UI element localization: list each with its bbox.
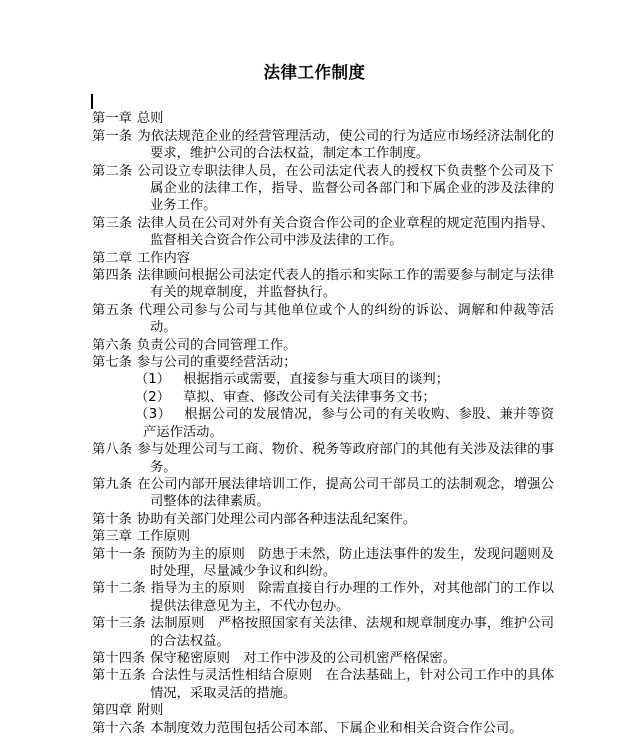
- article-number: 第六条: [92, 337, 132, 353]
- article-paragraph: [92, 511, 554, 528]
- article-number: 第十条: [92, 511, 132, 527]
- sub-item-text: 根据指示或需要，直接参与重大项目的谈判；: [183, 372, 449, 388]
- document-body[interactable]: [92, 93, 554, 737]
- article-text: 法制原则 严格按照国家有关法律、法规和规章制度办事，维护公司的合法权益。: [150, 616, 555, 649]
- article-text: 协助有关部门处理公司内部各种违法乱纪案件。: [136, 511, 417, 527]
- sub-item-text: 草拟、审查、修改公司有关法律事务文书；: [183, 389, 436, 405]
- article-number: 第十一条: [92, 546, 146, 562]
- article-paragraph: [92, 580, 554, 615]
- article-number: 第十四条: [92, 650, 146, 666]
- article-paragraph: [92, 667, 554, 702]
- article-text: 本制度效力范围包括公司本部、下属企业和相关合资合作公司。: [150, 720, 523, 736]
- chapter-number: 第一章: [92, 111, 132, 127]
- article-paragraph: [92, 163, 554, 215]
- sub-item-number: （1）: [135, 372, 171, 388]
- sub-item-number: （2）: [135, 389, 171, 405]
- article-text: 法律人员在公司对外有关合资合作公司的企业章程的规定范围内指导、监督相关合资合作公司中涉及法律的工作。: [137, 215, 555, 249]
- article-text: 法律顾问根据公司法定代表人的指示和实际工作的需要参与制定与法律有关的规章制度，并监督执行。: [137, 268, 555, 301]
- article-paragraph: [92, 720, 554, 737]
- article-number: 第十三条: [92, 616, 146, 632]
- article-number: 第二条: [92, 163, 133, 179]
- article-text: 指导为主的原则 除需直接自行办理的工作外，对其他部门的工作以提供法律意见为主，不代办包办。: [150, 581, 555, 614]
- article-text: 参与处理公司与工商、物价、税务等政府部门的其他有关涉及法律的事务。: [137, 442, 555, 475]
- article-paragraph: [92, 337, 554, 354]
- chapter-title: 工作原则: [136, 529, 191, 545]
- chapter-number: 第四章: [92, 703, 132, 719]
- sub-item-text: 根据公司的发展情况，参与公司的有关收购、参股、兼并等资产运作活动。: [143, 407, 555, 440]
- sub-item: [135, 389, 554, 406]
- article-text: 合法性与灵活性相结合原则 在合法基础上，针对公司工作中的具体情况，采取灵活的措施。: [150, 668, 555, 701]
- article-paragraph: [92, 302, 554, 337]
- chapter-number: 第二章: [92, 250, 132, 266]
- sub-item: [135, 406, 554, 441]
- text-cursor: [91, 94, 93, 109]
- article-paragraph: [92, 650, 554, 667]
- chapter-title: 工作内容: [136, 250, 191, 266]
- article-text: 参与公司的重要经营活动；: [136, 355, 297, 371]
- document-title: 法律工作制度: [263, 63, 366, 82]
- article-text: 代理公司参与公司与其他单位或个人的纠纷的诉讼、调解和仲裁等活动。: [138, 302, 555, 336]
- chapter-heading: [92, 702, 554, 719]
- article-paragraph: [92, 546, 554, 581]
- article-paragraph: [92, 354, 554, 371]
- article-text: 负责公司的合同管理工作。: [136, 337, 297, 353]
- article-number: 第八条: [92, 442, 133, 458]
- chapter-heading: [92, 528, 554, 545]
- article-text: 在公司内部开展法律培训工作，提高公司干部员工的法制观念，增强公司整体的法律素质。: [137, 476, 555, 510]
- article-paragraph: [92, 615, 554, 650]
- article-paragraph: [92, 215, 554, 250]
- article-paragraph: [92, 128, 554, 163]
- chapter-number: 第三章: [92, 529, 132, 545]
- article-text: 公司设立专职法律人员，在公司法定代表人的授权下负责整个公司及下属企业的法律工作，指导、监督公司各部门和下属企业的涉及法律的业务工作。: [137, 163, 555, 214]
- article-number: 第四条: [92, 268, 133, 284]
- article-number: 第五条: [92, 302, 134, 318]
- article-text: 为依法规范企业的经营管理活动，使公司的行为适应市场经济法制化的要求，维护公司的合法权益，制定本工作制度。: [137, 128, 555, 162]
- sub-item: [135, 371, 554, 388]
- article-number: 第十五条: [92, 668, 146, 684]
- article-number: 第三条: [92, 215, 133, 231]
- article-number: 第九条: [92, 476, 133, 492]
- article-paragraph: [92, 441, 554, 476]
- chapter-heading: [92, 110, 554, 127]
- article-paragraph: [92, 267, 554, 302]
- article-number: 第一条: [92, 128, 133, 144]
- sub-item-number: （3）: [135, 407, 172, 423]
- empty-line: [92, 93, 554, 110]
- article-number: 第十二条: [92, 581, 146, 597]
- article-text: 保守秘密原则 对工作中涉及的公司机密严格保密。: [150, 650, 457, 666]
- chapter-heading: [92, 250, 554, 267]
- article-number: 第十六条: [92, 720, 146, 736]
- article-number: 第七条: [92, 355, 132, 371]
- article-text: 预防为主的原则 防患于未然，防止违法事件的发生，发现问题则及时处理，尽量减少争议和纠纷。: [150, 546, 555, 579]
- article-paragraph: [92, 476, 554, 511]
- chapter-title: 附则: [136, 703, 164, 719]
- chapter-title: 总则: [136, 111, 164, 127]
